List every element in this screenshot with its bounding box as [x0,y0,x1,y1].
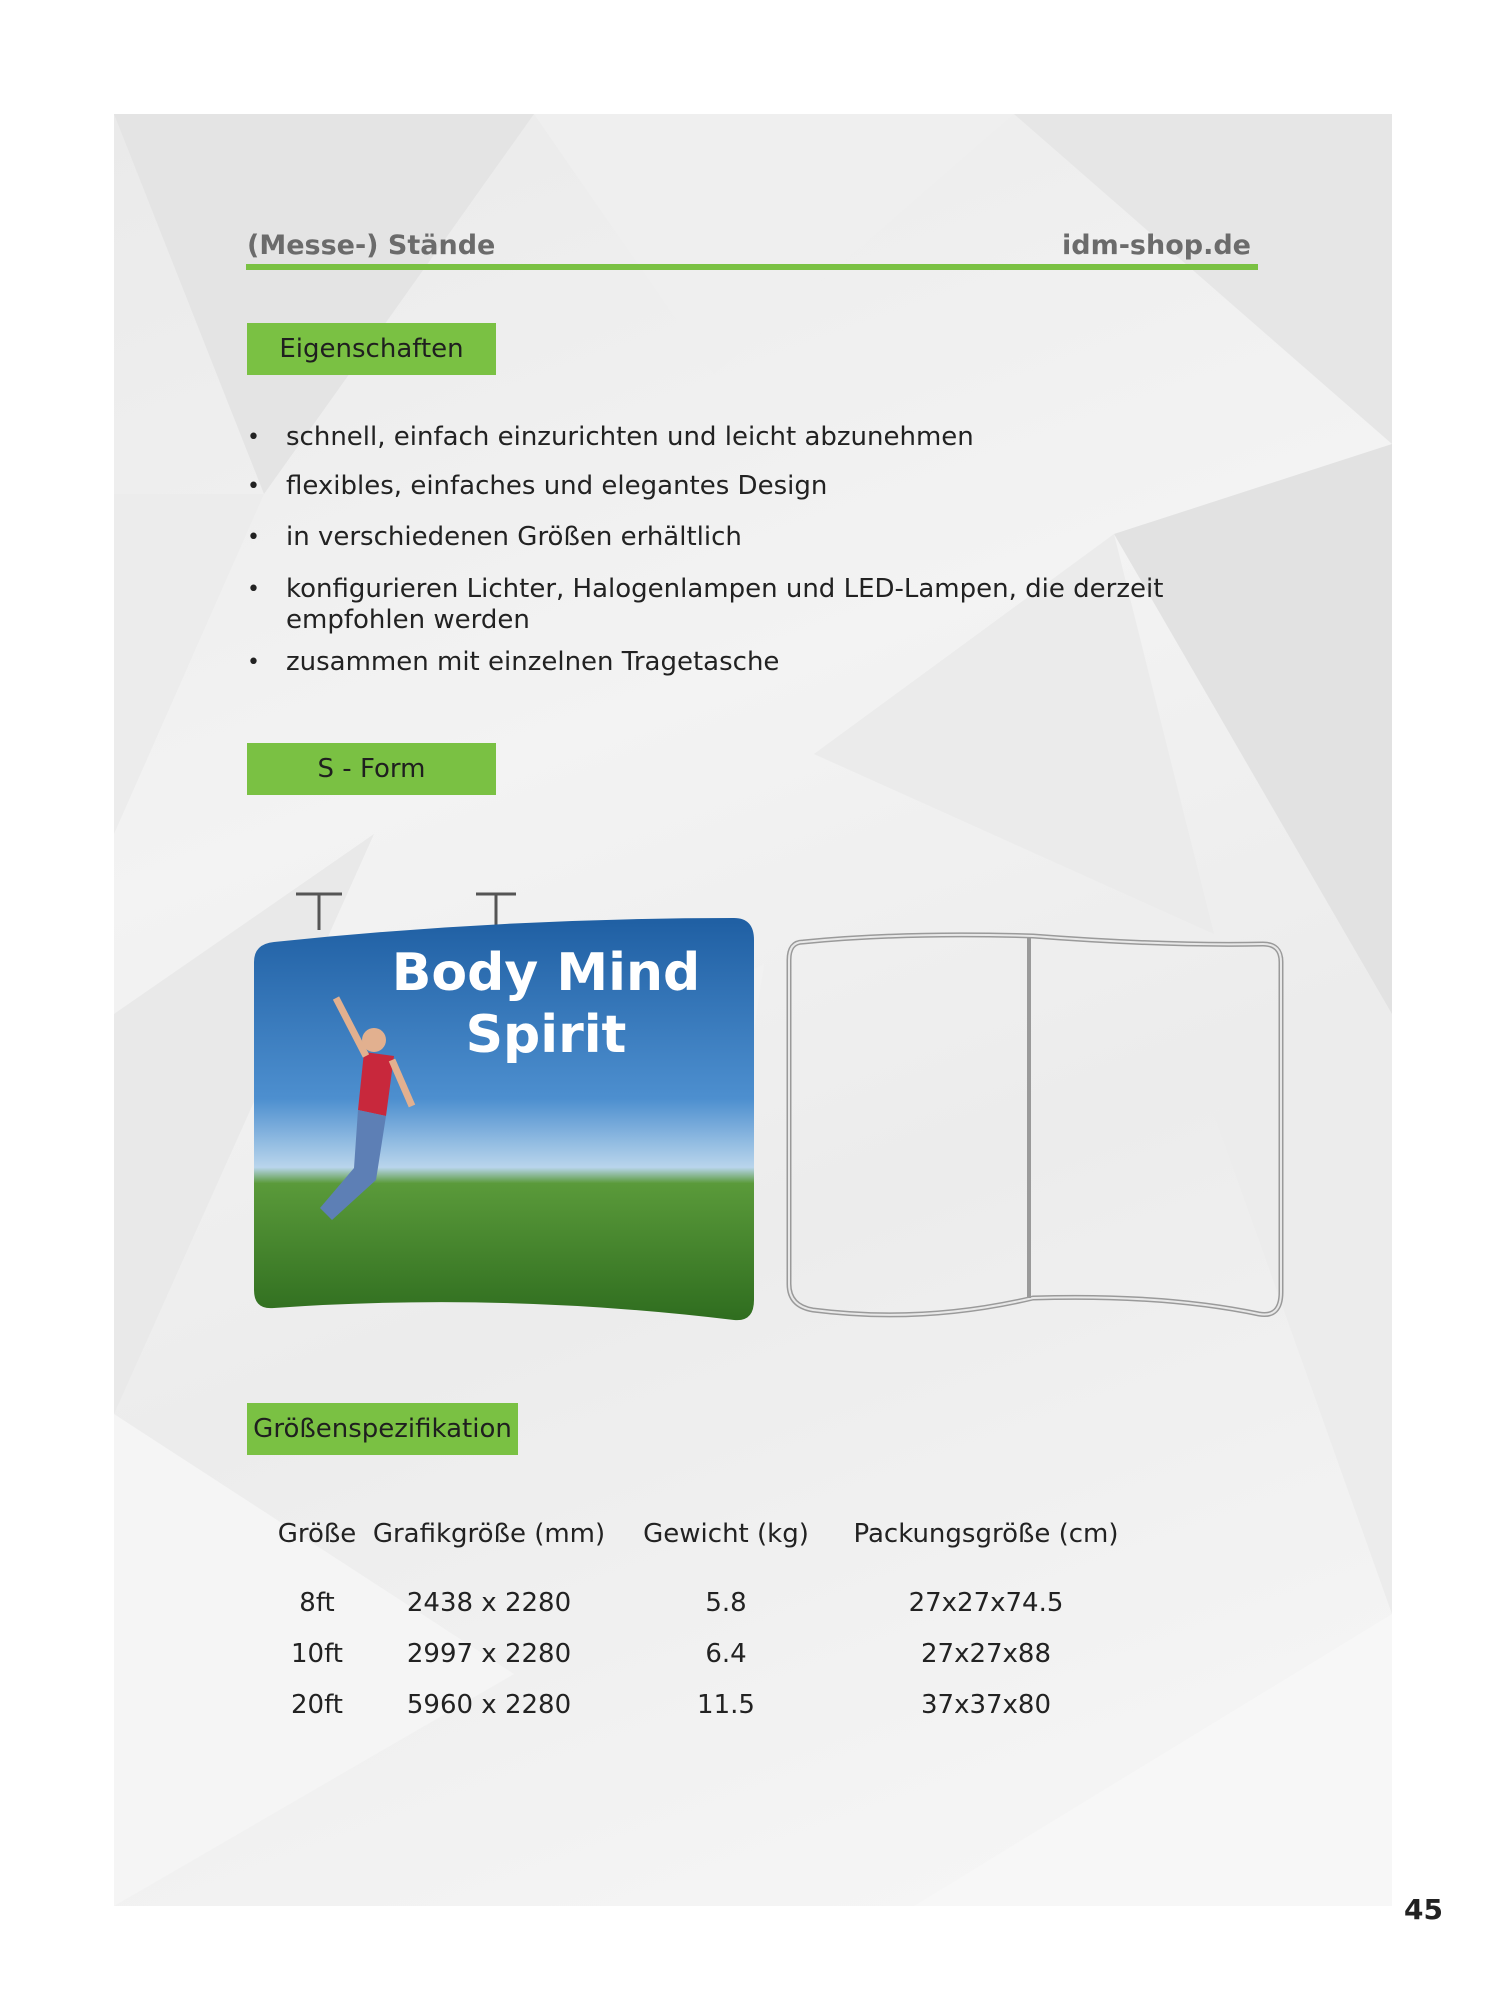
page-number: 45 [1404,1893,1443,1926]
banner-text-line2: Spirit [465,1005,627,1065]
column-header: Größe [277,1519,357,1549]
table-cell: 27x27x88 [920,1638,1052,1669]
table-cell: 37x37x80 [920,1689,1052,1720]
table-cell: 27x27x74.5 [908,1587,1064,1618]
table-cell: 20ft [291,1689,343,1720]
table-row [262,1628,1352,1679]
table-cell: 6.4 [705,1638,747,1669]
shape-label: S - Form [247,743,496,795]
column-header: Gewicht (kg) [643,1519,809,1549]
list-item: • konfigurieren Lichter, Halogenlampen und LED-Lampen, die derzeit empfohlen werden [247,574,1197,636]
table-cell: 2438 x 2280 [406,1587,572,1618]
table-cell: 2997 x 2280 [406,1638,572,1669]
table-cell: 5.8 [705,1587,747,1618]
features-list [247,422,1197,678]
banner-text-line1: Body Mind [391,943,701,1003]
list-item: • schnell, einfach einzurichten und leicht abzunehmen [247,422,1197,453]
header-site-name: idm-shop.de [1062,230,1251,261]
frame-highlight [789,935,1281,1315]
table-cell: 10ft [291,1638,343,1669]
list-item: • flexibles, einfaches und elegantes Design [247,471,1197,502]
specs-label: Größenspezifikation [247,1403,518,1455]
table-cell: 5960 x 2280 [406,1689,572,1720]
table-row [262,1577,1352,1628]
features-label: Eigenschaften [247,323,496,375]
frame-product-image [783,932,1289,1340]
table-cell: 8ft [299,1587,335,1618]
page-sheet [114,114,1443,1926]
table-cell: 11.5 [697,1689,755,1720]
column-header: Grafikgröße (mm) [372,1519,606,1549]
header-divider [246,264,1258,270]
header-section-title: (Messe-) Stände [247,230,496,261]
list-item: • zusammen mit einzelnen Tragetasche [247,647,1197,678]
table-header-row [262,1519,1352,1577]
banner-product-image [254,870,754,1350]
spec-table [262,1519,1352,1730]
list-item: • in verschiedenen Größen erhältlich [247,522,1197,553]
frame-outline [789,935,1281,1315]
column-header: Packungsgröße (cm) [853,1519,1119,1549]
table-row [262,1679,1352,1730]
